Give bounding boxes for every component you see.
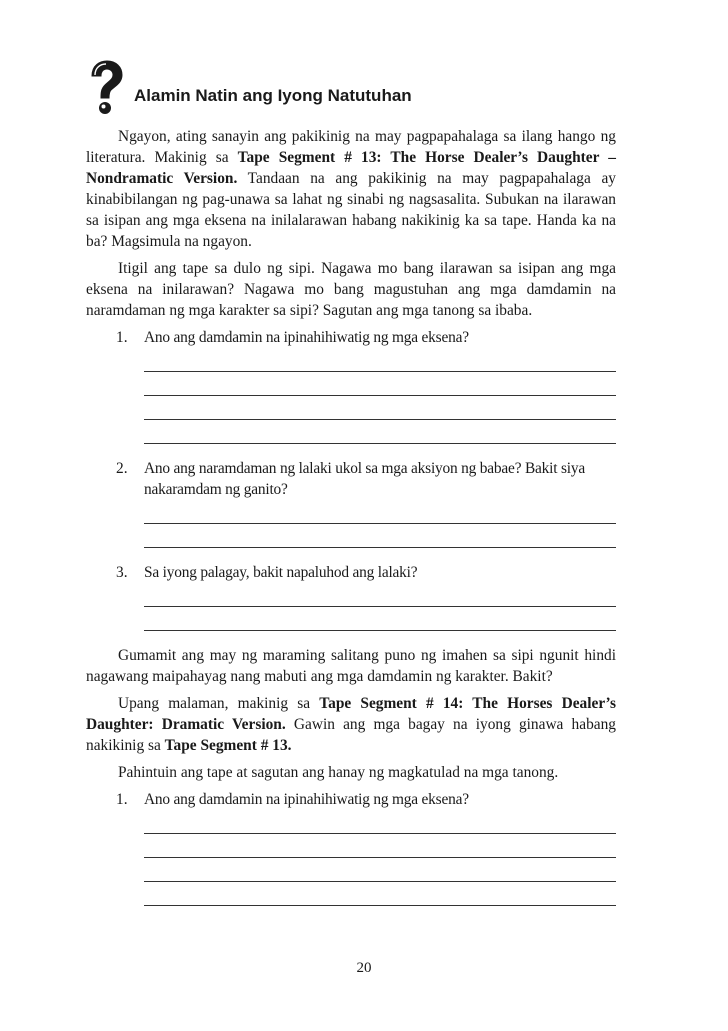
question-number: 1. bbox=[116, 791, 128, 808]
question-item-b1 bbox=[86, 789, 616, 916]
bold-text: Tape Segment # 13. bbox=[164, 737, 292, 754]
section-heading bbox=[86, 60, 646, 120]
paragraph-4 bbox=[86, 693, 616, 756]
paragraph-intro-1 bbox=[86, 126, 616, 252]
question-text: Ano ang naramdaman ng lalaki ukol sa mga aksiyon ng babae? Bakit siya nakaramdam ng ganito? bbox=[144, 460, 585, 498]
text-run: Ngayon, ating sanayin ang pakikinig na may pagpapahalaga sa ilang hango ng literatura. Makinig sa bbox=[86, 128, 616, 166]
answer-lines bbox=[144, 348, 616, 444]
answer-line[interactable] bbox=[144, 348, 616, 372]
question-text: Ano ang damdamin na ipinahihiwatig ng mga eksena? bbox=[144, 329, 469, 346]
answer-line[interactable] bbox=[144, 882, 616, 906]
paragraph-intro-2: Itigil ang tape sa dulo ng sipi. Nagawa mo bang ilarawan sa isipan ang mga eksena na inilarawan? Nagawa mo bang magustuhan ang mga damdamin na naramdaman ng mga karakter sa sipi? Sagutan ang mga tanong sa ibaba. bbox=[86, 260, 616, 319]
answer-line[interactable] bbox=[144, 420, 616, 444]
page-body bbox=[86, 126, 616, 920]
question-item-a3 bbox=[86, 562, 616, 641]
answer-line[interactable] bbox=[144, 583, 616, 607]
question-number: 2. bbox=[116, 460, 128, 477]
page-number: 20 bbox=[356, 960, 372, 976]
answer-line[interactable] bbox=[144, 524, 616, 548]
paragraph-5: Pahintuin ang tape at sagutan ang hanay ng magkatulad na mga tanong. bbox=[118, 764, 559, 781]
bold-text: Tape Segment # 13: The Horse Dealer’s Daughter – Nondramatic Version. bbox=[86, 149, 616, 187]
section-title: Alamin Natin ang Iyong Natutuhan bbox=[134, 86, 412, 105]
answer-line[interactable] bbox=[144, 858, 616, 882]
text-run: Gawin ang mga bagay na iyong ginawa habang nakikinig sa bbox=[86, 716, 616, 754]
question-mark-icon bbox=[86, 60, 126, 118]
text-run: Upang malaman, makinig sa bbox=[118, 695, 320, 712]
bold-text: Tape Segment # 14: The Horses Dealer’s Daughter: Dramatic Version. bbox=[86, 695, 616, 733]
answer-line[interactable] bbox=[144, 810, 616, 834]
paragraph-3: Gumamit ang may ng maraming salitang puno ng imahen sa sipi ngunit hindi nagawang maipahayag nang mabuti ang mga damdamin ng karakter. Bakit? bbox=[86, 647, 616, 685]
question-item-a1 bbox=[86, 327, 616, 454]
answer-line[interactable] bbox=[144, 607, 616, 631]
question-number: 1. bbox=[116, 329, 128, 346]
answer-lines bbox=[144, 810, 616, 906]
answer-line[interactable] bbox=[144, 500, 616, 524]
answer-lines bbox=[144, 583, 616, 631]
answer-line[interactable] bbox=[144, 396, 616, 420]
answer-lines bbox=[144, 500, 616, 548]
question-text: Sa iyong palagay, bakit napaluhod ang lalaki? bbox=[144, 564, 418, 581]
answer-line[interactable] bbox=[144, 834, 616, 858]
question-item-a2 bbox=[86, 458, 616, 558]
question-number: 3. bbox=[116, 564, 128, 581]
text-run: Tandaan na ang pakikinig na may pagpapahalaga ay kinabibilangan ng pag-unawa sa lahat ng sinabi ng nagsasalita. Subukan na ilarawan sa isipan ang mga eksena na inilalarawan habang nakikinig ka sa tape. Handa ka na ba? Magsimula na ngayon. bbox=[86, 170, 616, 250]
question-text: Ano ang damdamin na ipinahihiwatig ng mga eksena? bbox=[144, 791, 469, 808]
answer-line[interactable] bbox=[144, 372, 616, 396]
